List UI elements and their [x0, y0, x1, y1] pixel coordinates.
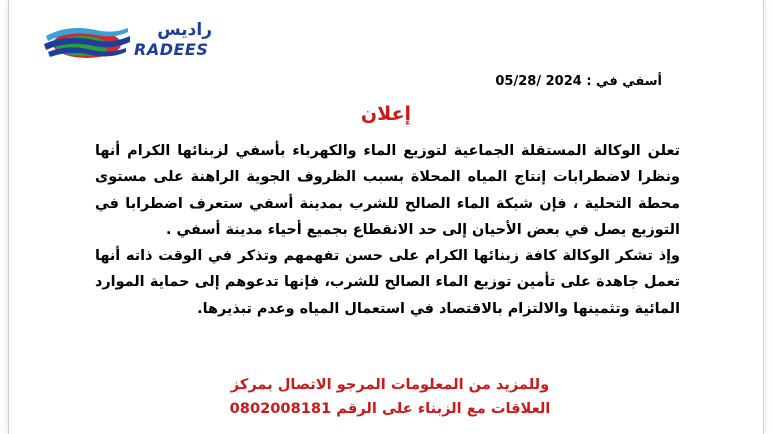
radees-logo — [40, 18, 212, 66]
contact-line-1: وللمزيد من المعلومات المرجو الاتصال بمركز — [230, 376, 550, 393]
contact-line-2 — [180, 397, 600, 421]
contact-line-2-text: العلاقات مع الزبناء على الرقم — [336, 400, 551, 417]
document-date: أسفي في : 2024 /05/28 — [495, 74, 662, 89]
radees-logo-mark-icon — [44, 22, 130, 62]
phone-number: 0802008181 — [229, 400, 332, 417]
logo-latin-text: RADEES — [134, 40, 209, 59]
contact-info — [180, 373, 600, 421]
logo-arabic-text: راديس — [157, 20, 212, 40]
body-paragraph-1: تعلن الوكالة المستقلة الجماعية لتوزيع الماء والكهرباء بأسفي لزبنائها الكرام أنها ونظرا لاضطرابات إنتاج المياه المحلاة بسبب الظروف الجوية الراهنة على مستوى محطة التحلية ، فإن شبكة الماء الصالح للشرب بمدينة أسفي ستعرف اضطرابا في التوزيع يصل في بعض الأحيان إلى حد الانقطاع بجميع أحياء مدينة أسفي . — [95, 143, 680, 238]
announcement-body — [95, 138, 680, 322]
body-paragraph-2: وإذ تشكر الوكالة كافة زبنائها الكرام على حسن تفهمهم وتذكر في الوقت ذاته أنها تعمل جاهدة على تأمين توزيع الماء الصالح للشرب، فإنها تدعوهم إلى حماية الموارد المائية وتثمينها والالتزام بالاقتصاد في استعمال المياه وعدم تبذيرها. — [95, 248, 680, 317]
announcement-title: إعلان — [360, 103, 412, 125]
